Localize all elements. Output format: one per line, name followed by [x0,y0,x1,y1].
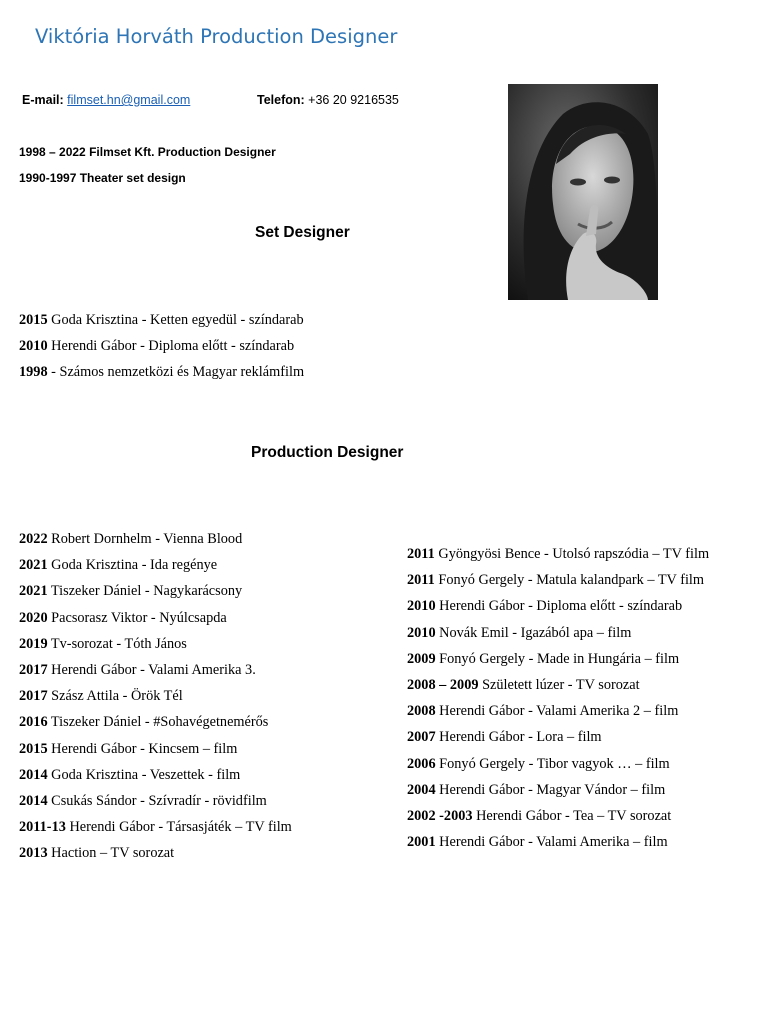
list-item [19,526,292,552]
set-designer-list [19,307,304,386]
item-year: 2011 [407,546,435,562]
phone-contact [257,93,399,107]
list-item [407,567,709,593]
item-year: 2009 [407,650,436,667]
item-text: Herendi Gábor - Valami Amerika 3. [51,661,256,678]
list-item [407,541,709,567]
list-item [19,333,304,359]
list-item [19,709,292,735]
list-item [407,646,709,672]
item-text: Gyöngyösi Bence - Utolsó rapszódia – TV film [438,546,710,562]
phone-value: +36 20 9216535 [308,93,399,107]
list-item [407,620,709,646]
list-item [407,672,709,698]
list-item [19,814,292,840]
item-text: Fonyó Gergely - Made in Hungária – film [439,650,680,667]
portrait-icon [508,84,658,300]
item-text: Goda Krisztina - Ketten egyedül - színdarab [51,312,304,328]
item-year: 2007 [407,729,436,746]
item-text: Tv-sorozat - Tóth János [50,635,187,652]
email-contact [22,93,190,107]
item-year: 2017 [19,661,48,678]
item-text: Tiszeker Dániel - Nagykarácsony [50,583,243,600]
phone-label: Telefon: [257,93,305,107]
list-item [19,631,292,657]
list-item [19,552,292,578]
list-item [19,578,292,604]
item-text: Herendi Gábor - Valami Amerika – film [439,834,668,851]
item-year: 2021 [19,583,48,600]
item-year: 2011 [407,572,435,589]
production-list-right [407,541,709,855]
career-line-2: 1990-1997 Theater set design [19,171,186,185]
list-item [407,829,709,855]
item-year: 2015 [19,740,48,757]
career-line-1: 1998 – 2022 Filmset Kft. Production Designer [19,145,276,159]
item-text: Szász Attila - Örök Tél [51,688,183,705]
item-text: Fonyó Gergely - Matula kalandpark – TV film [438,572,705,589]
item-text: Született lúzer - TV sorozat [482,676,640,693]
list-item [407,803,709,829]
item-text: Herendi Gábor - Diploma előtt - színdarab [439,598,683,615]
item-year: 2001 [407,834,436,851]
item-text: Herendi Gábor - Kincsem – film [51,740,238,757]
list-item [19,307,304,333]
item-year: 2004 [407,781,436,798]
email-label: E-mail: [22,93,64,107]
item-text: Goda Krisztina - Ida regénye [51,557,218,574]
item-year: 2010 [19,338,48,355]
list-item [19,736,292,762]
item-text: Fonyó Gergely - Tibor vagyok … – film [439,755,670,772]
email-link[interactable]: filmset.hn@gmail.com [67,93,191,107]
item-year: 2008 – 2009 [407,676,479,693]
list-item [407,698,709,724]
list-item [19,605,292,631]
item-text: Goda Krisztina - Veszettek - film [51,766,241,783]
item-year: 2010 [407,624,436,641]
item-text: Herendi Gábor - Valami Amerika 2 – film [439,703,679,720]
page-title: Viktória Horváth Production Designer [35,25,398,48]
item-year: 2008 [407,703,436,720]
item-year: 2019 [19,635,48,652]
item-text: Herendi Gábor - Magyar Vándor – film [439,781,666,798]
item-text: Tiszeker Dániel - #Sohavégetnemérős [50,714,269,731]
item-text: Herendi Gábor - Társasjáték – TV film [69,819,292,836]
list-item [407,724,709,750]
item-year: 2021 [19,557,48,574]
list-item [19,788,292,814]
production-designer-heading: Production Designer [251,444,404,461]
list-item [19,359,304,385]
item-year: 2010 [407,598,436,615]
item-text: Csukás Sándor - Szívradír - rövidfilm [51,792,267,809]
set-designer-heading: Set Designer [255,224,350,241]
item-year: 2011-13 [19,819,66,836]
list-item [19,683,292,709]
item-year: 2016 [19,714,48,731]
list-item [407,593,709,619]
item-year: 2015 [19,312,48,328]
item-text: Herendi Gábor - Tea – TV sorozat [476,807,672,824]
item-text: Novák Emil - Igazából apa – film [439,624,632,641]
list-item [19,762,292,788]
item-text: Herendi Gábor - Lora – film [439,729,602,746]
item-year: 2006 [407,755,436,772]
item-year: 2013 [19,845,48,862]
production-list-left [19,526,292,866]
item-year: 2020 [19,609,48,626]
list-item [19,657,292,683]
item-year: 2014 [19,766,48,783]
item-year: 1998 [19,364,48,381]
item-year: 2014 [19,792,48,809]
item-text: Robert Dornhelm - Vienna Blood [51,531,243,547]
list-item [407,751,709,777]
portrait-photo [508,84,658,300]
item-year: 2017 [19,688,48,705]
item-text: Herendi Gábor - Diploma előtt - színdarab [51,338,295,355]
item-year: 2002 -2003 [407,807,473,824]
list-item [19,840,292,866]
list-item [407,777,709,803]
item-text: Pacsorasz Viktor - Nyúlcsapda [51,609,227,626]
item-year: 2022 [19,531,48,547]
item-text: - Számos nemzetközi és Magyar reklámfilm [51,364,305,381]
item-text: Haction – TV sorozat [51,845,175,862]
